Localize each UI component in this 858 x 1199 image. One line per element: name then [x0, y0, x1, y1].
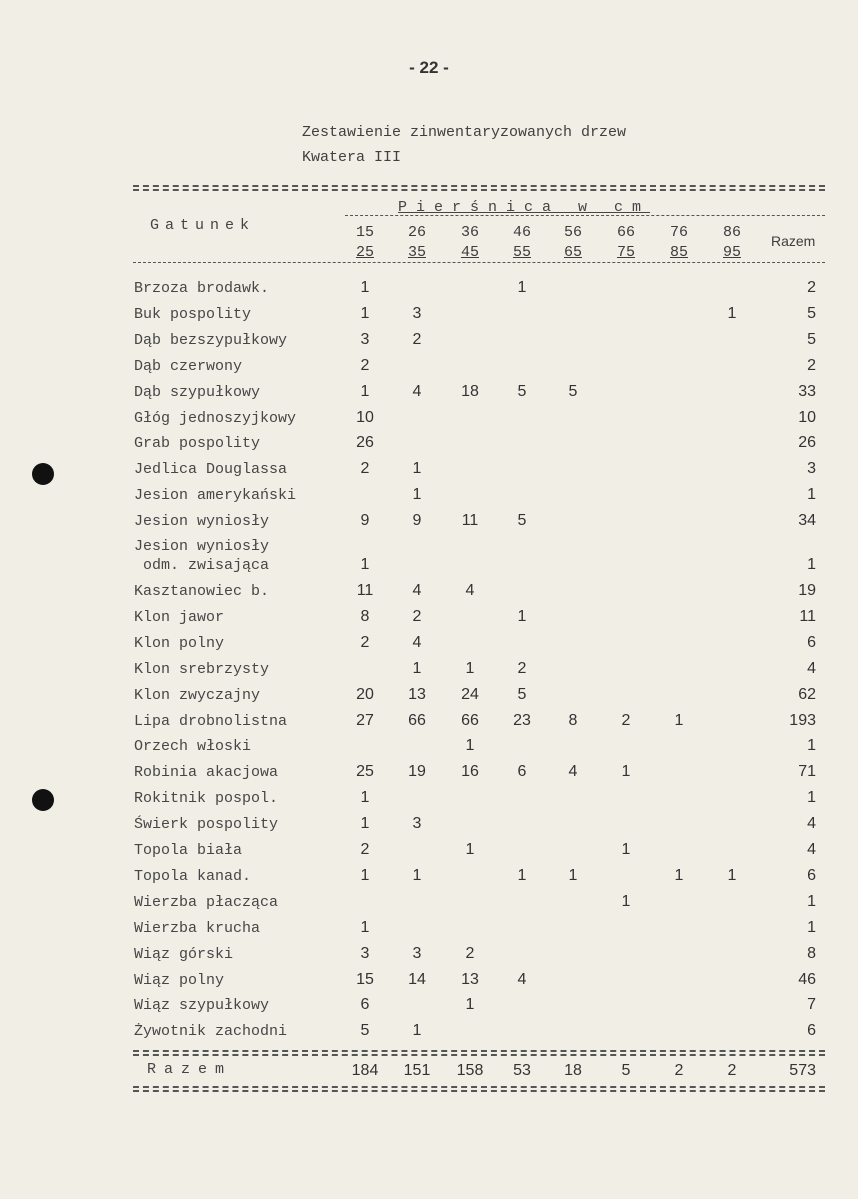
count-cell: 5	[517, 685, 527, 703]
table-row	[0, 486, 858, 512]
table-row	[0, 919, 858, 945]
title-line: Zestawienie zinwentaryzowanych drzew	[302, 124, 627, 141]
count-cell: 4	[412, 582, 422, 599]
count-cell: 1	[360, 304, 370, 322]
diameter-class-header	[345, 223, 385, 263]
row-total: 1	[807, 556, 816, 573]
count-cell: 4	[517, 970, 527, 988]
count-cell: 1	[517, 279, 527, 296]
subtitle-line: Kwatera III	[302, 149, 402, 166]
column-total: 18	[564, 1062, 582, 1079]
count-cell: 19	[408, 763, 426, 781]
row-total: 5	[807, 330, 816, 348]
count-cell: 16	[461, 763, 479, 781]
count-cell: 10	[356, 408, 374, 426]
count-cell: 1	[568, 866, 578, 884]
class-from: 15	[355, 224, 374, 241]
table-row	[0, 841, 858, 867]
count-cell: 1	[360, 815, 370, 833]
count-cell: 4	[412, 382, 422, 400]
count-cell: 1	[360, 279, 370, 296]
row-total: 1	[807, 737, 816, 755]
row-total: 4	[807, 815, 816, 833]
count-cell: 5	[568, 382, 578, 400]
species-name: Jedlica Douglassa	[134, 461, 288, 479]
table-row	[0, 582, 858, 608]
count-cell: 3	[360, 330, 370, 348]
species-name: Topola kanad.	[134, 867, 252, 885]
diameter-class-header	[712, 223, 752, 263]
count-cell: 3	[412, 304, 422, 322]
diameter-rule	[345, 215, 825, 216]
bottom-double-rule	[133, 1086, 825, 1092]
row-total: 1	[807, 918, 816, 936]
class-from: 46	[512, 224, 531, 241]
table-row	[0, 996, 858, 1022]
count-cell: 24	[461, 685, 479, 703]
count-cell: 1	[412, 866, 422, 884]
count-cell: 9	[412, 512, 422, 530]
diameter-class-header	[606, 223, 646, 263]
species-name: Lipa drobnolistna	[134, 712, 288, 730]
count-cell: 1	[517, 607, 527, 625]
table-row	[0, 460, 858, 486]
row-total: 11	[799, 607, 816, 625]
page-number: - 22 -	[409, 58, 449, 77]
count-cell: 1	[465, 841, 475, 858]
count-cell: 3	[412, 815, 422, 833]
count-cell: 2	[621, 711, 631, 729]
count-cell: 1	[727, 304, 737, 322]
species-name: Buk pospolity	[134, 305, 252, 323]
count-cell: 66	[408, 711, 426, 729]
count-cell: 9	[360, 512, 370, 530]
top-double-rule	[133, 185, 825, 191]
count-cell: 13	[408, 685, 426, 703]
table-row	[0, 945, 858, 971]
species-name: Orzech włoski	[134, 738, 252, 756]
count-cell: 8	[568, 711, 578, 729]
count-cell: 1	[674, 866, 684, 884]
column-total: 5	[621, 1062, 631, 1079]
count-cell: 1	[621, 763, 631, 781]
count-cell: 2	[412, 330, 422, 348]
count-cell: 1	[412, 1022, 422, 1040]
row-total: 26	[798, 434, 816, 452]
table-row	[0, 608, 858, 634]
row-total: 1	[807, 892, 816, 910]
count-cell: 5	[517, 382, 527, 400]
table-row	[0, 512, 858, 538]
count-cell: 2	[360, 841, 370, 858]
count-cell: 4	[465, 582, 475, 599]
count-cell: 2	[360, 460, 370, 478]
species-name: Klon polny	[134, 634, 225, 652]
species-name: Żywotnik zachodni	[134, 1023, 288, 1041]
total-header: Razem	[771, 233, 816, 249]
table-row	[0, 712, 858, 738]
header-bottom-rule	[133, 262, 825, 263]
count-cell: 25	[356, 763, 374, 781]
species-name: Jesion wyniosły	[134, 513, 270, 531]
class-to: 55	[512, 244, 531, 261]
column-total: 2	[674, 1062, 684, 1079]
species-name: Brzoza brodawk.	[134, 280, 270, 297]
count-cell: 3	[360, 944, 370, 962]
class-from: 26	[407, 224, 426, 241]
species-name: Grab pospolity	[134, 435, 261, 453]
species-name: Kasztanowiec b.	[134, 583, 270, 600]
count-cell: 11	[461, 512, 479, 530]
table-row	[0, 789, 858, 815]
table-row	[0, 971, 858, 997]
diameter-header: Pierśnica w cm	[398, 199, 651, 216]
class-to: 35	[407, 244, 426, 261]
count-cell: 26	[356, 434, 374, 452]
count-cell: 1	[465, 737, 475, 755]
row-total: 193	[789, 711, 816, 729]
row-total: 46	[798, 970, 816, 988]
class-to: 45	[460, 244, 479, 261]
count-cell: 2	[412, 607, 422, 625]
species-name: Klon zwyczajny	[134, 686, 261, 704]
count-cell: 1	[360, 918, 370, 936]
count-cell: 1	[727, 866, 737, 884]
count-cell: 18	[461, 382, 479, 400]
row-total: 19	[798, 582, 816, 599]
count-cell: 11	[356, 582, 374, 599]
count-cell: 8	[360, 607, 370, 625]
species-name: Dąb bezszypułkowy	[134, 331, 288, 349]
row-total: 4	[807, 841, 816, 858]
count-cell: 6	[360, 996, 370, 1014]
column-total: 184	[351, 1062, 379, 1079]
count-cell: 23	[513, 711, 531, 729]
column-total: 2	[727, 1062, 737, 1079]
species-name: Klon srebrzysty	[134, 660, 270, 678]
row-total: 1	[807, 486, 816, 504]
count-cell: 20	[356, 685, 374, 703]
species-name: Jesion amerykański	[134, 487, 297, 505]
species-name: Dąb czerwony	[134, 357, 243, 375]
class-to: 85	[669, 244, 688, 261]
table-row	[0, 634, 858, 660]
table-title	[302, 120, 626, 170]
count-cell: 1	[621, 841, 631, 858]
row-total: 6	[807, 633, 816, 651]
count-cell: 2	[360, 356, 370, 374]
species-header: Gatunek	[150, 217, 256, 234]
count-cell: 1	[517, 866, 527, 884]
class-from: 36	[460, 224, 479, 241]
grand-total: 573	[789, 1062, 816, 1079]
species-name: Świerk pospolity	[134, 816, 279, 834]
species-name: Wiąz szypułkowy	[134, 997, 270, 1015]
count-cell: 1	[621, 892, 631, 910]
row-total: 62	[798, 685, 816, 703]
count-cell: 15	[356, 970, 374, 988]
count-cell: 6	[517, 763, 527, 781]
diameter-class-header	[659, 223, 699, 263]
count-cell: 2	[360, 633, 370, 651]
table-row	[0, 434, 858, 460]
table-row	[0, 660, 858, 686]
diameter-class-header	[397, 223, 437, 263]
table-row	[0, 893, 858, 919]
count-cell: 1	[360, 866, 370, 884]
class-to: 75	[616, 244, 635, 261]
species-name: Jesion wyniosły odm. zwisająca	[134, 538, 270, 574]
count-cell: 66	[461, 711, 479, 729]
table-row	[0, 686, 858, 712]
species-name: Wierzba płacząca	[134, 893, 279, 911]
count-cell: 2	[465, 944, 475, 962]
column-total: 53	[513, 1062, 531, 1079]
table-row	[0, 763, 858, 789]
table-row	[0, 279, 858, 305]
species-name: Topola biała	[134, 842, 243, 859]
table-row	[0, 737, 858, 763]
species-name: Głóg jednoszyjkowy	[134, 409, 297, 427]
count-cell: 27	[356, 711, 374, 729]
class-to: 95	[722, 244, 741, 261]
count-cell: 1	[465, 996, 475, 1014]
species-name: Klon jawor	[134, 608, 225, 626]
count-cell: 5	[360, 1022, 370, 1040]
row-total: 1	[807, 789, 816, 807]
count-cell: 1	[360, 789, 370, 807]
species-name: Wiąz polny	[134, 971, 225, 989]
count-cell: 1	[360, 556, 370, 573]
row-total: 10	[798, 408, 816, 426]
row-total: 5	[807, 304, 816, 322]
row-total: 2	[807, 356, 816, 374]
species-name: Rokitnik pospol.	[134, 790, 279, 808]
count-cell: 1	[412, 460, 422, 478]
count-cell: 5	[517, 512, 527, 530]
table-row	[0, 815, 858, 841]
species-name: Wierzba krucha	[134, 919, 261, 937]
count-cell: 1	[465, 659, 475, 677]
count-cell: 1	[412, 659, 422, 677]
count-cell: 1	[360, 382, 370, 400]
class-from: 86	[722, 224, 741, 241]
class-to: 25	[355, 244, 374, 261]
count-cell: 13	[461, 970, 479, 988]
row-total: 3	[807, 460, 816, 478]
row-total: 6	[807, 1022, 816, 1040]
table-row	[0, 305, 858, 331]
column-total: 158	[456, 1062, 484, 1079]
class-from: 76	[669, 224, 688, 241]
row-total: 33	[798, 382, 816, 400]
count-cell: 14	[408, 970, 426, 988]
row-total: 6	[807, 866, 816, 884]
count-cell: 1	[412, 486, 422, 504]
diameter-class-header	[450, 223, 490, 263]
column-total: 151	[403, 1062, 431, 1079]
table-row	[0, 1022, 858, 1048]
row-total: 4	[807, 659, 816, 677]
row-total: 71	[798, 763, 816, 781]
table-row	[0, 331, 858, 357]
footer-top-double-rule	[133, 1050, 825, 1056]
species-name: Robinia akacjowa	[134, 764, 279, 782]
table-row	[0, 409, 858, 435]
diameter-class-header	[553, 223, 593, 263]
count-cell: 3	[412, 944, 422, 962]
table-row	[0, 357, 858, 383]
count-cell: 2	[517, 659, 527, 677]
table-row	[0, 383, 858, 409]
row-total: 2	[807, 279, 816, 296]
footer-label: Razem	[147, 1061, 233, 1078]
count-cell: 4	[412, 633, 422, 651]
species-name: Dąb szypułkowy	[134, 383, 261, 401]
diameter-class-header	[502, 223, 542, 263]
count-cell: 4	[568, 763, 578, 781]
row-total: 34	[798, 512, 816, 530]
class-to: 65	[563, 244, 582, 261]
species-name: Wiąz górski	[134, 945, 234, 963]
class-from: 56	[563, 224, 582, 241]
table-row	[0, 867, 858, 893]
table-row	[0, 538, 858, 574]
class-from: 66	[616, 224, 635, 241]
count-cell: 1	[674, 711, 684, 729]
row-total: 8	[807, 944, 816, 962]
row-total: 7	[807, 996, 816, 1014]
